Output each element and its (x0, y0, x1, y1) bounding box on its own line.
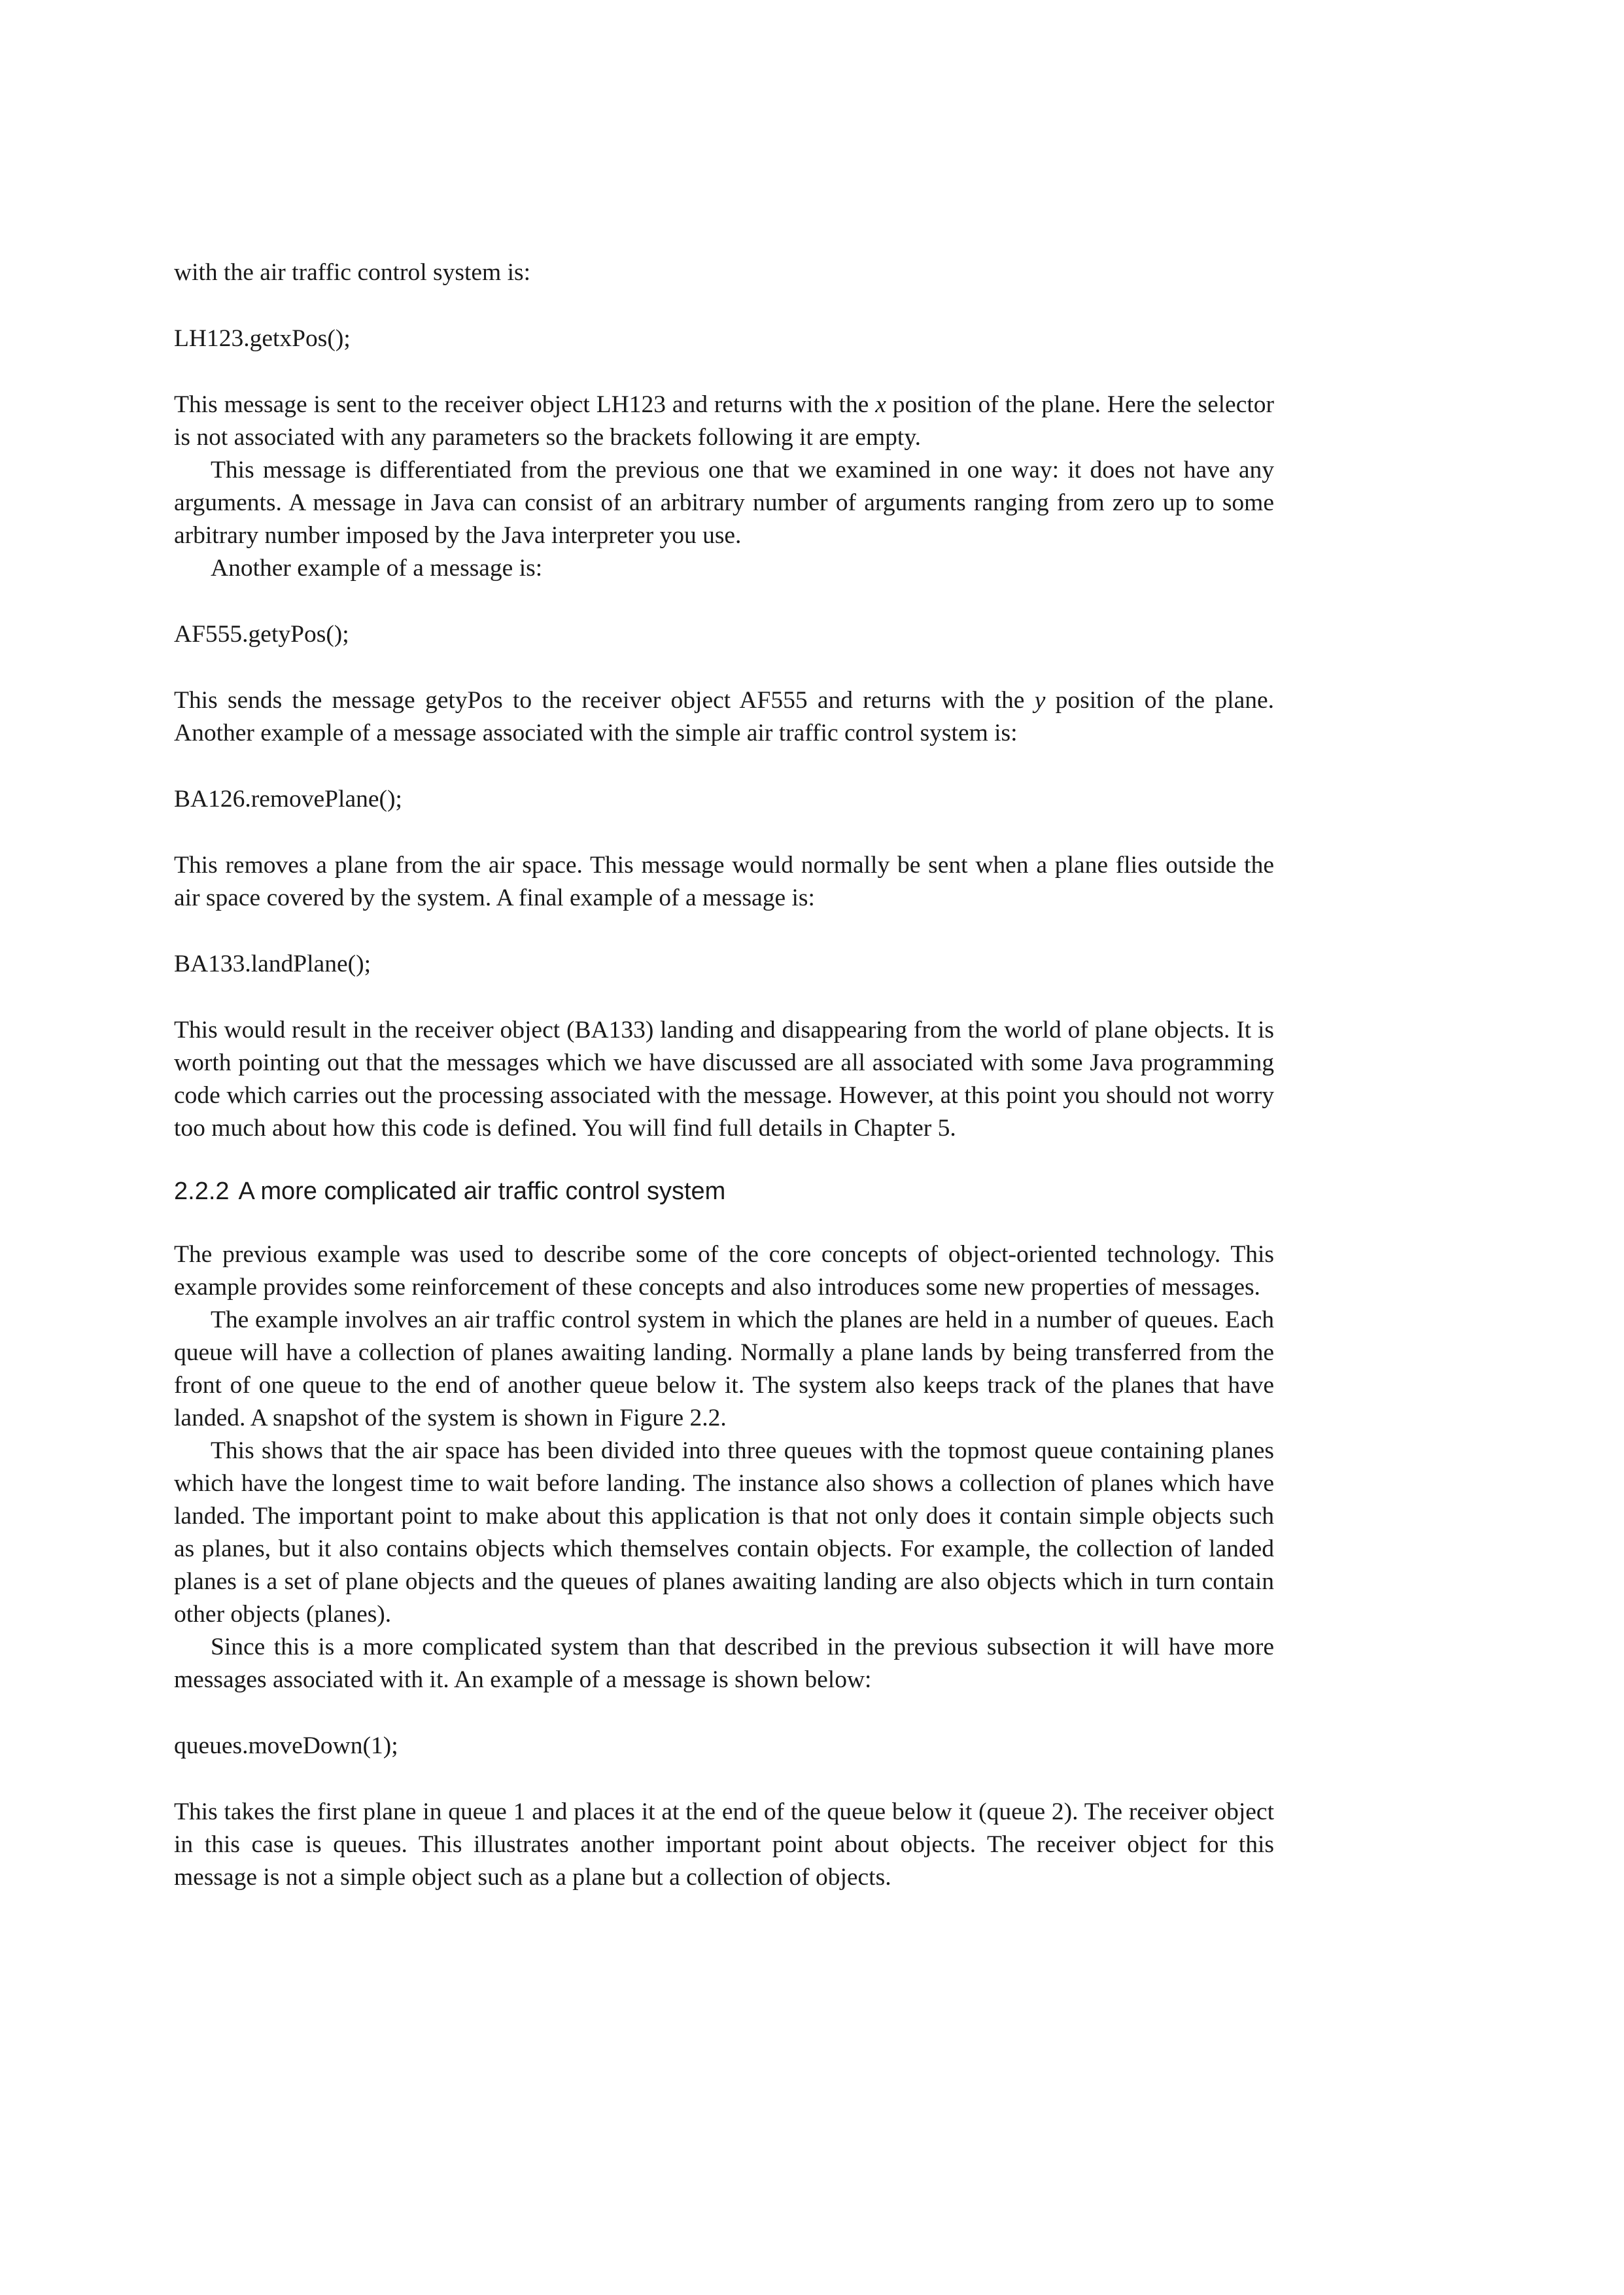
paragraph-text: This sends the message getyPos to the receiver object AF555 and returns with the (174, 687, 1035, 714)
paragraph: with the air traffic control system is: (174, 259, 531, 286)
section-heading (174, 1175, 1274, 1208)
variable-italic: y (1034, 687, 1046, 714)
paragraph: This takes the first plane in queue 1 and places it at the end of the queue below it (queue 2). The receiver object in this case is queues. This illustrates another important point about objects. The receiver object for this message is not a simple object such as a plane but a collection of objects. (174, 1798, 1274, 1891)
code-line: LH123.getxPos(); (174, 325, 351, 352)
section-number: 2.2.2 (174, 1178, 230, 1205)
paragraph: This would result in the receiver object (BA133) landing and disappearing from the world of plane objects. It is worth pointing out that the messages which we have discussed are all associated with some Java programming code which carries out the processing associated with the message. However, at this point you should not worry too much about how this code is defined. You will find full details in Chapter 5. (174, 1017, 1274, 1142)
paragraph: This removes a plane from the air space. This message would normally be sent when a plane flies outside the air space covered by the system. A final example of a message is: (174, 852, 1274, 911)
paragraph: This message is differentiated from the previous one that we examined in one way: it does not have any arguments. A message in Java can consist of an arbitrary number of arguments ranging from zero up to some arbitrary number imposed by the Java interpreter you use. (174, 457, 1274, 549)
section-title: A more complicated air traffic control system (238, 1178, 726, 1205)
paragraph-text: position of the plane. Here the selector is not associated with any parameters so the brackets following it are empty. (174, 391, 1274, 451)
paragraph: The example involves an air traffic control system in which the planes are held in a number of queues. Each queue will have a collection of planes awaiting landing. Normally a plane lands by being transferred from the front of one queue to the end of another queue below it. The system also keeps track of the planes that have landed. A snapshot of the system is shown in Figure 2.2. (174, 1306, 1274, 1431)
paragraph-text: This message is sent to the receiver object LH123 and returns with the (174, 391, 876, 418)
code-line: BA126.removePlane(); (174, 786, 402, 813)
variable-italic: x (875, 391, 886, 418)
code-line: queues.moveDown(1); (174, 1732, 398, 1759)
code-line: AF555.getyPos(); (174, 621, 349, 648)
code-line: BA133.landPlane(); (174, 951, 371, 977)
paragraph: Another example of a message is: (211, 555, 543, 582)
paragraph: The previous example was used to describe some of the core concepts of object-oriented technology. This example provides some reinforcement of these concepts and also introduces some new properties of messages. (174, 1241, 1274, 1301)
paragraph: This shows that the air space has been divided into three queues with the topmost queue containing planes which have the longest time to wait before landing. The instance also shows a collection of planes which have landed. The important point to make about this application is that not only does it contain simple objects such as planes, but it also contains objects which themselves contain objects. For example, the collection of landed planes is a set of plane objects and the queues of planes awaiting landing are also objects which in turn contain other objects (planes). (174, 1437, 1274, 1628)
paragraph (174, 684, 1274, 750)
paragraph (174, 389, 1274, 454)
paragraph-text: position of the plane. Another example of a message associated with the simple air traffic control system is: (174, 687, 1274, 746)
paragraph: Since this is a more complicated system than that described in the previous subsection it will have more messages associated with it. An example of a message is shown below: (174, 1634, 1274, 1693)
page-body (174, 256, 1274, 1894)
